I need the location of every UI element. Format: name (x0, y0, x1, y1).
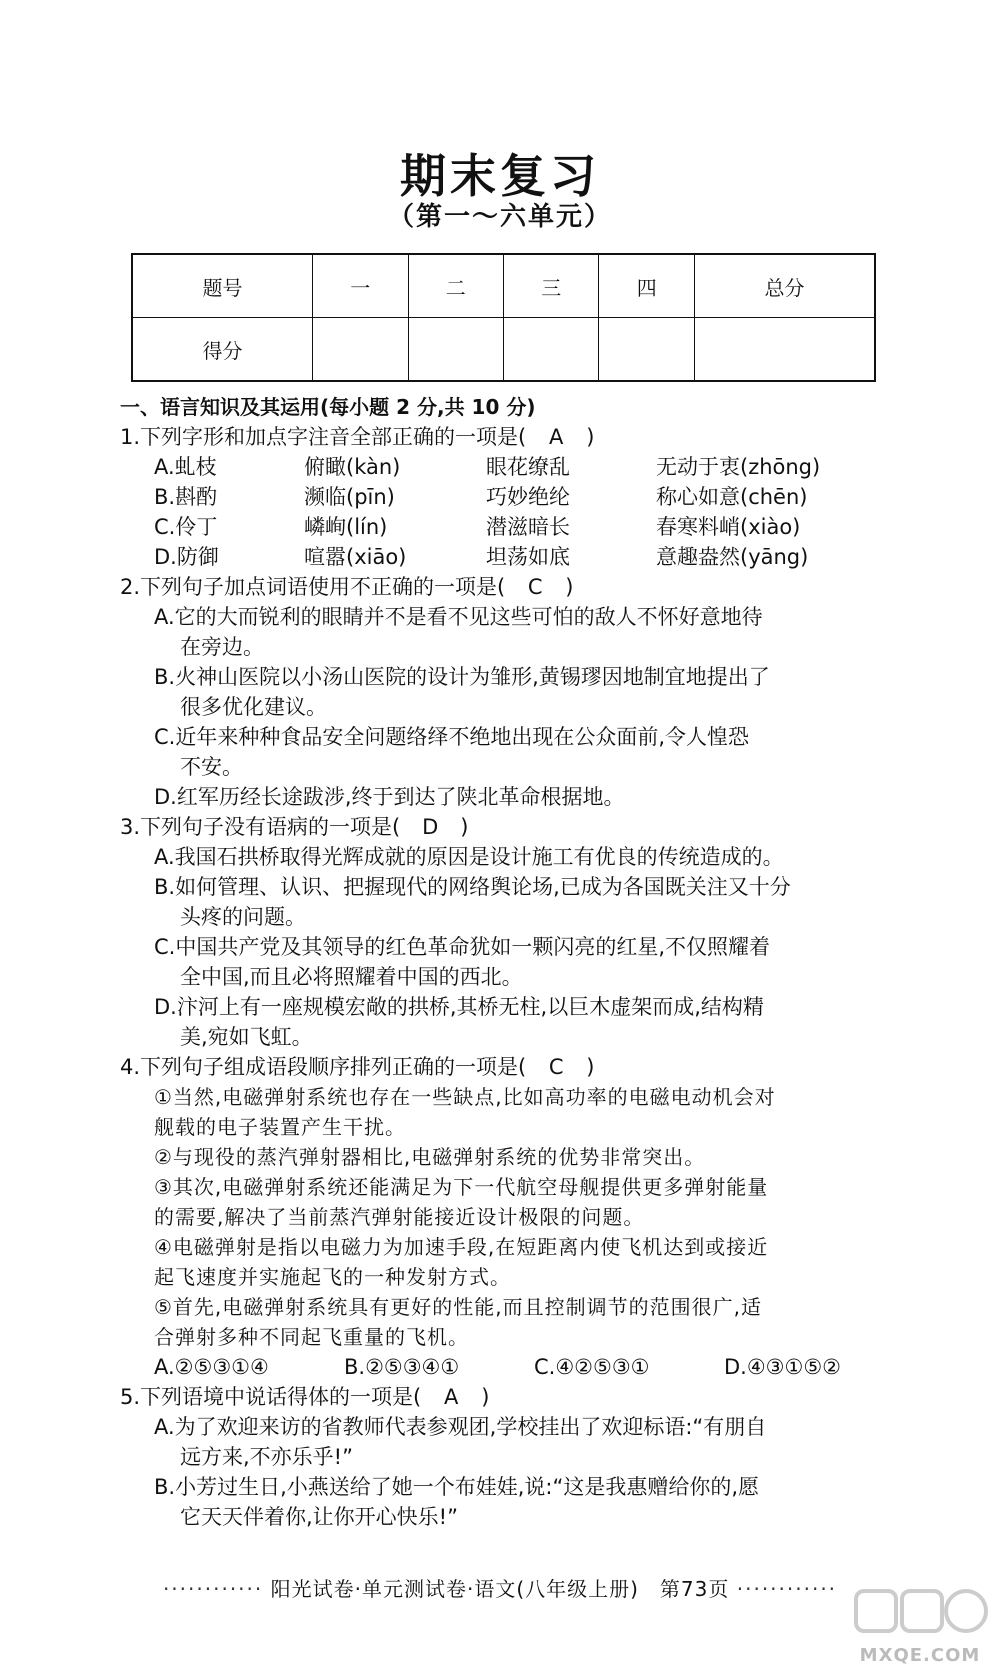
option-d: D.汴河上有一座规模宏敞的拱桥,其桥无柱,以巨木虚架而成,结构精 (154, 995, 764, 1019)
watermark-logo (850, 1583, 990, 1669)
section-heading: 一、语言知识及其运用(每小题 2 分,共 10 分) (120, 395, 536, 419)
choice-a: A.②⑤③①④ (154, 1355, 269, 1379)
sentence-3-cont: 的需要,解决了当前蒸汽弹射能接近设计极限的问题。 (154, 1205, 645, 1229)
score-table (131, 253, 876, 382)
option-b: B.如何管理、认识、把握现代的网络舆论场,已成为各国既关注又十分 (154, 875, 791, 899)
option-cell: 眼花缭乱 (486, 455, 570, 479)
question-1-options (120, 452, 900, 572)
option-a-cont: 远方来,不亦乐乎!” (180, 1445, 353, 1469)
option-cell: D.防御 (154, 545, 219, 569)
score-header-cell: 题号 (132, 254, 313, 318)
score-table-header-row (132, 254, 875, 318)
choice-d: D.④③①⑤② (724, 1355, 841, 1379)
watermark-icon (850, 1583, 990, 1643)
sentence-3: ③其次,电磁弹射系统还能满足为下一代航空母舰提供更多弹射能量 (154, 1175, 769, 1199)
sentence-5: ⑤首先,电磁弹射系统具有更好的性能,而且控制调节的范围很广,适 (154, 1295, 763, 1319)
sentence-5-cont: 合弹射多种不同起飞重量的飞机。 (154, 1325, 469, 1349)
sentence-1-cont: 舰载的电子装置产生干扰。 (154, 1115, 406, 1139)
option-c-cont: 不安。 (180, 755, 243, 779)
sentence-4-cont: 起飞速度并实施起飞的一种发射方式。 (154, 1265, 511, 1289)
option-cell: 俯瞰(kàn) (304, 455, 401, 479)
choice-b: B.②⑤③④① (344, 1355, 460, 1379)
option-b-cont: 它天天伴着你,让你开心快乐!” (180, 1505, 458, 1529)
question-2-stem: 2.下列句子加点词语使用不正确的一项是( C ) (120, 572, 900, 602)
option-a-cont: 在旁边。 (180, 635, 264, 659)
score-header-cell: 四 (599, 254, 694, 318)
option-a: A.我国石拱桥取得光辉成就的原因是设计施工有优良的传统造成的。 (154, 845, 784, 869)
question-5-stem: 5.下列语境中说话得体的一项是( A ) (120, 1382, 900, 1412)
answer-mark: D (422, 815, 439, 839)
score-cell (408, 318, 503, 382)
answer-mark: C (548, 1055, 564, 1079)
option-cell: 嶙峋(lín) (304, 515, 388, 539)
score-row-label: 得分 (132, 318, 313, 382)
question-3-stem: 3.下列句子没有语病的一项是( D ) (120, 812, 900, 842)
page-title: 期末复习 (400, 149, 600, 203)
option-d-cont: 美,宛如飞虹。 (180, 1025, 313, 1049)
score-cell (599, 318, 694, 382)
sentence-4: ④电磁弹射是指以电磁力为加速手段,在短距离内使飞机达到或接近 (154, 1235, 769, 1259)
footer-dots-left: ············ (162, 1577, 264, 1601)
option-a: A.它的大而锐利的眼睛并不是看不见这些可怕的敌人不怀好意地待 (154, 605, 763, 629)
option-cell: 喧嚣(xiāo) (304, 545, 407, 569)
question-content (120, 392, 900, 1532)
sentence-2: ②与现役的蒸汽弹射器相比,电磁弹射系统的优势非常突出。 (154, 1145, 706, 1169)
option-b: B.火神山医院以小汤山医院的设计为雏形,黄锡璆因地制宜地提出了 (154, 665, 770, 689)
question-4-choices (120, 1352, 900, 1382)
answer-mark: A (549, 425, 564, 449)
option-cell: 巧妙绝纶 (486, 485, 570, 509)
option-cell: 春寒料峭(xiào) (656, 515, 801, 539)
score-header-cell: 总分 (694, 254, 875, 318)
question-4-stem: 4.下列句子组成语段顺序排列正确的一项是( C ) (120, 1052, 900, 1082)
option-cell: 无动于衷(zhōng) (656, 455, 821, 479)
choice-c: C.④②⑤③① (534, 1355, 650, 1379)
watermark-text: MXQE.COM (859, 1645, 981, 1666)
option-d: D.红军历经长途跋涉,终于到达了陕北革命根据地。 (154, 785, 625, 809)
score-table-score-row (132, 318, 875, 382)
footer-dots-right: ············ (736, 1577, 838, 1601)
option-cell: 意趣盎然(yāng) (656, 545, 809, 569)
answer-mark: A (444, 1385, 459, 1409)
sentence-1: ①当然,电磁弹射系统也存在一些缺点,比如高功率的电磁电动机会对 (154, 1085, 776, 1109)
option-c-cont: 全中国,而且必将照耀着中国的西北。 (180, 965, 523, 989)
option-cell: C.伶丁 (154, 515, 218, 539)
score-header-cell: 三 (503, 254, 598, 318)
option-cell: 潜滋暗长 (486, 515, 570, 539)
option-a: A.为了欢迎来访的省教师代表参观团,学校挂出了欢迎标语:“有朋自 (154, 1415, 767, 1439)
option-c: C.近年来种种食品安全问题络绎不绝地出现在公众面前,令人惶恐 (154, 725, 750, 749)
question-1-stem: 1.下列字形和加点字注音全部正确的一项是( A ) (120, 422, 900, 452)
footer-text: 阳光试卷·单元测试卷·语文(八年级上册) 第73页 (270, 1577, 730, 1601)
option-cell: 坦荡如底 (486, 545, 570, 569)
option-cell: A.虬枝 (154, 455, 217, 479)
option-c: C.中国共产党及其领导的红色革命犹如一颗闪亮的红星,不仅照耀着 (154, 935, 771, 959)
score-cell (694, 318, 875, 382)
option-b: B.小芳过生日,小燕送给了她一个布娃娃,说:“这是我惠赠给你的,愿 (154, 1475, 760, 1499)
answer-mark: C (527, 575, 543, 599)
option-b-cont: 头疼的问题。 (180, 905, 306, 929)
score-cell (313, 318, 408, 382)
option-b-cont: 很多优化建议。 (180, 695, 327, 719)
score-cell (503, 318, 598, 382)
option-cell: 称心如意(chēn) (656, 485, 808, 509)
option-cell: B.斟酌 (154, 485, 218, 509)
page-subtitle: （第一～六单元） (387, 202, 612, 232)
score-header-cell: 二 (408, 254, 503, 318)
option-cell: 濒临(pīn) (304, 485, 395, 509)
score-header-cell: 一 (313, 254, 408, 318)
